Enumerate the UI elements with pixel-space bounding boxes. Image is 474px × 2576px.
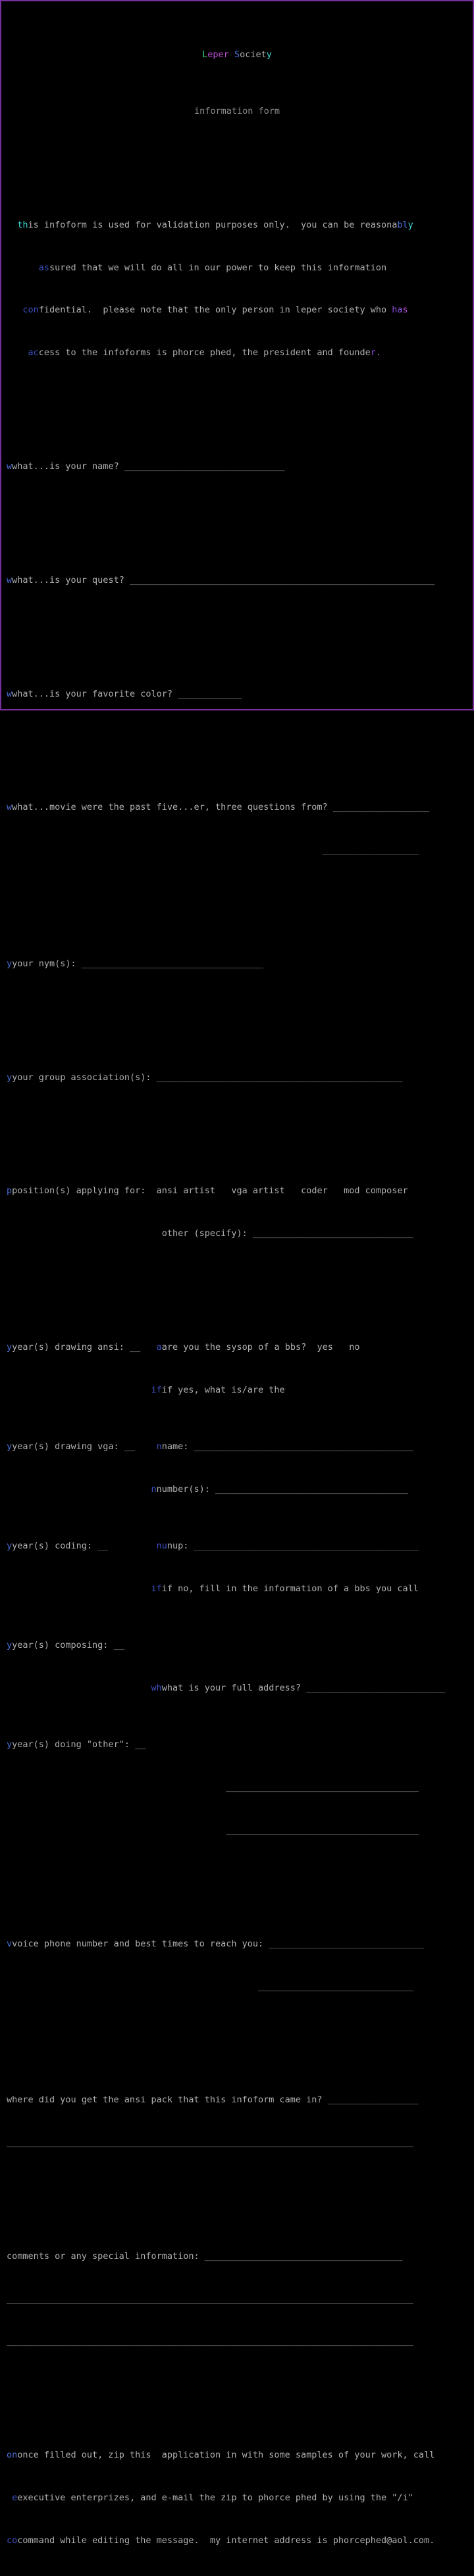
field-where-row[interactable] [7,2093,467,2108]
field-years-vga-row[interactable]: yyear(s) drawing vga: __ nname: _________________________________________ [7,1441,413,1452]
field-positions-other-label: other (specify): [161,1228,248,1239]
bbs-if-yes-text: if yes, what is/are the [161,1384,285,1395]
spacer-2 [7,403,467,418]
bbs-name-blank[interactable]: _________________________________________ [194,1441,413,1452]
field-years-coding-label: year(s) coding: [12,1541,93,1552]
intro-line-2: assured that we will do all in our power to keep this information [38,262,387,273]
field-movie-label: what...movie were the past five...er, three questions from? [12,802,328,813]
spacer-7 [7,1014,467,1028]
title-part-2 [229,49,234,60]
intro-line-3: confidential. please note that the only person in leper society who has [22,305,408,316]
bbs-if-no-text: if no, fill in the information of a bbs you call [161,1583,419,1594]
position-option-mod-composer[interactable]: mod composer [344,1185,408,1197]
footer-line-3-text: command while editing the message. my internet address is phorcephed@aol.com. [17,2535,435,2546]
title-part-0: L [202,49,208,60]
field-quest-label: what...is your quest? [12,574,124,585]
bbs-number-row[interactable]: nnumber(s): ____________________________________ [151,1483,408,1495]
field-years-composing-row[interactable]: yyear(s) composing: __ [7,1640,124,1651]
field-movie-blank-1[interactable]: __________________ [332,802,430,813]
bbs-name-label: name: [161,1441,189,1452]
field-voice-row-2[interactable] [7,1980,467,1994]
field-where-label: where did you get the ansi pack that this infoform came in? [7,2094,323,2106]
field-comments-blank-3[interactable]: ____________________________________________________________________________ [7,2336,413,2347]
bbs-sysop-question: are you the sysop of a bbs? [161,1341,307,1352]
field-address-blank-3[interactable]: ____________________________________ [226,1825,419,1835]
field-comments-row-3[interactable] [7,2335,467,2349]
field-positions-label: position(s) applying for: [12,1185,146,1197]
field-years-coding-row[interactable]: yyear(s) coding: __ nunup: __________________________________________ [7,1541,419,1552]
spacer-12 [7,2192,467,2207]
bbs-number-blank[interactable]: ____________________________________ [215,1483,408,1495]
field-address-row-3[interactable] [7,1823,467,1838]
bbs-nup-label: nup: [167,1541,189,1552]
spacer-9 [7,1283,467,1298]
field-address-row[interactable]: whwhat is your full address? __________________________ [151,1683,446,1694]
field-comments-blank-1[interactable]: _____________________________________ [204,2250,403,2262]
field-positions-other-blank[interactable]: ______________________________ [252,1228,413,1239]
field-years-vga-label: year(s) drawing vga: [12,1441,119,1452]
field-where-blank-2[interactable]: ____________________________________________________________________________ [7,2137,413,2148]
spacer-3 [7,516,467,531]
field-movie[interactable]: wwhat...movie were the past five...er, three questions from? __________________ [7,802,430,813]
bbs-number-label: number(s): [156,1483,210,1495]
field-years-composing-label: year(s) composing: [12,1640,109,1651]
footer-line-1-text: once filled out, zip this application in with some samples of your work, call [17,2450,435,2461]
field-nyms-label: your nym(s): [12,958,76,969]
spacer-13 [7,2392,467,2406]
field-comments-blank-2[interactable]: ____________________________________________________________________________ [7,2293,413,2304]
field-color-label: what...is your favorite color? [12,688,172,699]
field-name-label: what...is your name? [12,461,119,472]
field-movie-blank-2[interactable]: __________________ [322,845,419,856]
field-years-other-blank[interactable]: __ [135,1739,146,1750]
field-years-other-label: year(s) doing "other": [12,1739,130,1750]
field-years-other-row[interactable]: yyear(s) doing "other": __ [7,1739,146,1750]
field-groups-blank[interactable]: ______________________________________________ [156,1072,403,1083]
spacer-8 [7,1127,467,1142]
title-part-5: y [266,49,272,60]
field-voice-blank-2[interactable]: _____________________________ [258,1981,413,1992]
title-part-4: ociet [240,49,267,60]
field-name[interactable]: wwhat...is your name? ______________________________ [7,461,285,472]
field-years-coding-blank[interactable]: __ [97,1541,109,1552]
field-color[interactable]: wwhat...is your favorite color? ____________ [7,688,242,699]
spacer-11 [7,2037,467,2051]
field-quest[interactable]: wwhat...is your quest? _________________________________________________________ [7,574,435,585]
footer-line-2: eexecutive enterprizes, and e-mail the zip to phorce phed by using the "/i" [12,2492,413,2503]
spacer-4 [7,630,467,645]
field-groups-label: your group association(s): [12,1072,151,1083]
field-address-blank-2[interactable]: ____________________________________ [226,1782,419,1793]
field-voice-label: voice phone number and best times to reach you: [12,1938,264,1949]
field-voice-blank-1[interactable]: _____________________________ [269,1938,424,1949]
field-address-row-2[interactable] [7,1781,467,1795]
field-comments-label: comments or any special information: [7,2250,199,2262]
field-years-ansi-row[interactable]: yyear(s) drawing ansi: __ aare you the sysop of a bbs? yes no [7,1341,360,1352]
field-years-ansi-label: year(s) drawing ansi: [12,1341,124,1352]
spacer-5 [7,744,467,758]
document-title [7,48,467,62]
field-years-vga-blank[interactable]: __ [124,1441,136,1452]
spacer-1 [7,162,467,176]
field-where-row-2[interactable] [7,2136,467,2150]
field-movie-continuation[interactable] [7,843,467,858]
spacer-6 [7,900,467,914]
field-comments-row-2[interactable] [7,2292,467,2307]
field-years-ansi-blank[interactable]: __ [129,1341,141,1352]
field-address-blank-1[interactable]: __________________________ [306,1683,446,1694]
document-subtitle: information form [194,106,280,117]
field-years-composing-blank[interactable]: __ [113,1640,124,1651]
field-positions-other[interactable] [7,1227,467,1241]
field-color-blank[interactable]: ____________ [178,688,242,699]
field-groups[interactable]: yyour group association(s): ______________________________________________ [7,1072,403,1083]
field-voice-row[interactable]: vvoice phone number and best times to reach you: _____________________________ [7,1938,424,1949]
field-where-blank-1[interactable]: _________________ [327,2094,419,2106]
field-quest-blank[interactable]: _________________________________________________________ [129,574,435,585]
bbs-if-no-row: ifif no, fill in the information of a bbs you call [151,1583,419,1594]
field-name-blank[interactable]: ______________________________ [124,461,285,472]
footer-line-2-text: executive enterprizes, and e-mail the zip to phorce phed by using the "/i" [17,2492,413,2503]
footer-line-1: ononce filled out, zip this application in with some samples of your work, call [7,2450,435,2461]
title-part-3: S [234,49,240,60]
bbs-if-yes-row: ifif yes, what is/are the [151,1384,285,1395]
field-nyms-blank[interactable]: __________________________________ [81,958,264,969]
position-option-vga-artist[interactable]: vga artist [231,1185,285,1197]
bbs-nup-blank[interactable]: __________________________________________ [194,1541,419,1552]
field-comments-row[interactable] [7,2250,467,2264]
bbs-sysop-no[interactable]: no [349,1341,360,1352]
footer-line-3: cocommand while editing the message. my internet address is phorcephed@aol.com. [7,2535,435,2546]
field-address-label: what is your full address? [161,1683,302,1694]
field-positions[interactable]: pposition(s) applying for: ansi artist vga artist coder mod composer [7,1185,408,1197]
intro-line-4: access to the infoforms is phorce phed, the president and founder. [28,347,381,359]
position-option-ansi-artist[interactable]: ansi artist [156,1185,216,1197]
bbs-sysop-yes[interactable]: yes [317,1341,333,1352]
field-nyms[interactable]: yyour nym(s): __________________________________ [7,958,264,969]
position-option-coder[interactable]: coder [301,1185,328,1197]
intro-line-1: this infoform is used for validation purposes only. you can be reasonably [17,219,413,230]
title-part-1: eper [207,49,229,60]
spacer-10 [7,1880,467,1895]
